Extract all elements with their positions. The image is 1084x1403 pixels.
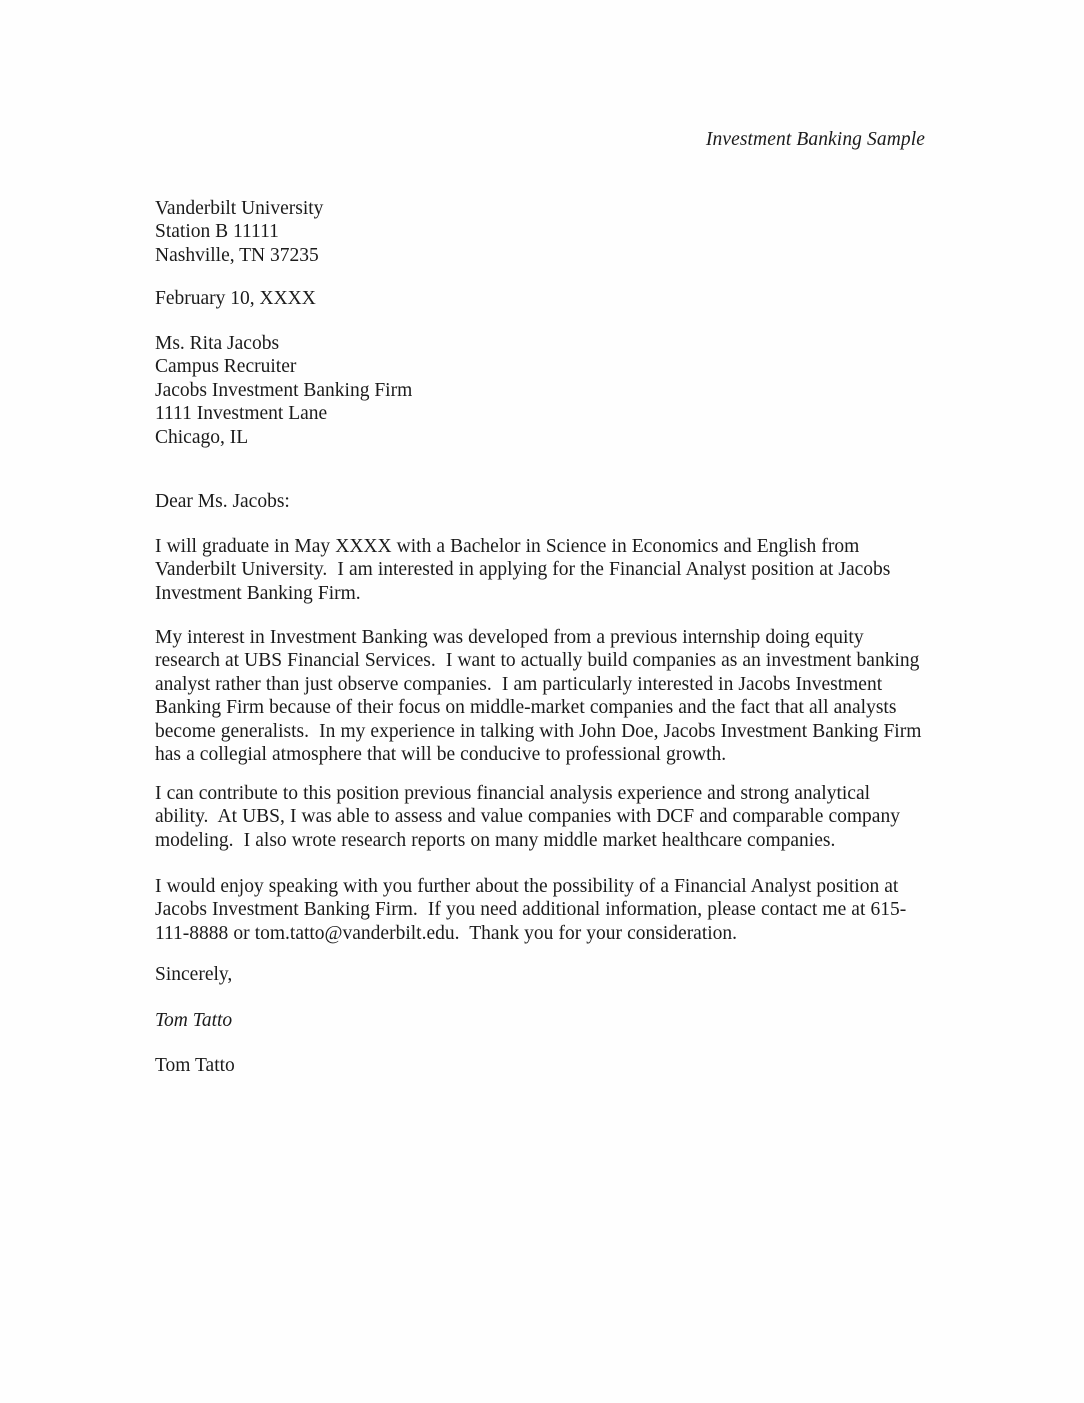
closing-salutation xyxy=(155,963,927,986)
sender-address-line: Station B 11111 xyxy=(155,221,279,243)
recipient-address-line: 1111 Investment Lane xyxy=(155,403,328,425)
recipient-address-block xyxy=(155,332,927,449)
letter-date-text: February 10, XXXX xyxy=(155,288,316,309)
salutation xyxy=(155,490,927,513)
signature-script-text: Tom Tatto xyxy=(155,1010,233,1031)
recipient-address-line: Chicago, IL xyxy=(155,426,249,448)
closing-text: Sincerely, xyxy=(155,964,233,985)
recipient-address-line: Jacobs Investment Banking Firm xyxy=(155,379,413,401)
recipient-address-line: Campus Recruiter xyxy=(155,356,297,378)
sender-address-line: Nashville, TN 37235 xyxy=(155,244,319,266)
letter-date xyxy=(155,287,927,310)
body-paragraph-3: I can contribute to this position previous financial analysis experience and strong analytical ability. At UBS, I was able to assess and value companies with DCF and comparable company modeling. I also wrote research reports on many middle market healthcare companies. xyxy=(155,783,906,851)
document-header-label: Investment Banking Sample xyxy=(705,129,925,150)
typed-signature-name xyxy=(155,1054,927,1077)
recipient-address-line: Ms. Rita Jacobs xyxy=(155,333,280,354)
sender-address-line: Vanderbilt University xyxy=(155,198,324,219)
body-paragraph-4: I would enjoy speaking with you further about the possibility of a Financial Analyst position at Jacobs Investment Banking Firm. If you need additional information, please contact me at 615-111-8888 or tom.tatto@vanderbilt.edu. Thank you for your consideration. xyxy=(155,876,907,944)
salutation-text: Dear Ms. Jacobs: xyxy=(155,491,290,512)
body-paragraph-1: I will graduate in May XXXX with a Bachelor in Science in Economics and English from Vanderbilt University. I am interested in applying for the Financial Analyst position at Jacobs Investment Banking Firm. xyxy=(155,536,896,604)
signature-name-text: Tom Tatto xyxy=(155,1055,235,1076)
handwritten-signature xyxy=(155,1009,927,1032)
body-paragraph-2: My interest in Investment Banking was developed from a previous internship doing equity research at UBS Financial Services. I want to actually build companies as an investment banking analyst rather than just observe companies. I am particularly interested in Jacobs Investment Banking Firm because of their focus on middle-market companies and the fact that all analysts become generalists. In my experience in talking with John Doe, Jacobs Investment Banking Firm has a collegial atmosphere that will be conducive to professional growth. xyxy=(155,627,927,766)
sender-address-block xyxy=(155,197,927,267)
